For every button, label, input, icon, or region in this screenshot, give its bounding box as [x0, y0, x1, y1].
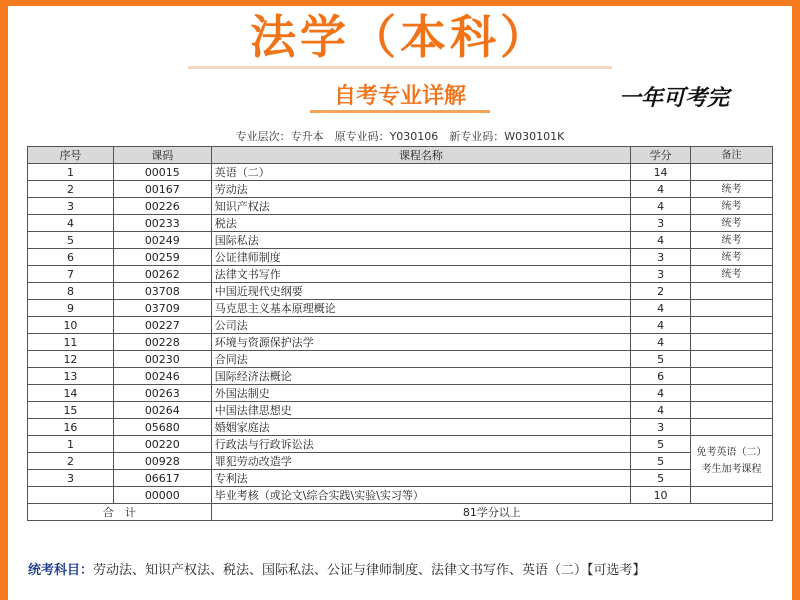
table-row-thesis	[28, 487, 773, 504]
cell-seq: 4	[28, 215, 114, 232]
cell-code: 00000	[113, 487, 211, 504]
cell-note: 统考	[691, 181, 773, 198]
left-border	[0, 0, 8, 600]
cell-credit: 4	[631, 181, 691, 198]
cell-seq: 13	[28, 368, 114, 385]
total-label: 合 计	[28, 504, 212, 521]
duration-badge: 一年可考完	[618, 86, 729, 111]
column-header-note: 备注	[691, 147, 773, 164]
cell-code: 00263	[113, 385, 211, 402]
cell-seq: 10	[28, 317, 114, 334]
cell-code: 00249	[113, 232, 211, 249]
cell-seq: 8	[28, 283, 114, 300]
table-header-row	[28, 147, 773, 164]
cell-course-name: 法律文书写作	[211, 266, 630, 283]
table-row	[28, 385, 773, 402]
cell-seq: 1	[28, 436, 114, 453]
cell-note	[691, 164, 773, 181]
cell-credit: 4	[631, 334, 691, 351]
cell-seq: 1	[28, 164, 114, 181]
cell-seq: 2	[28, 453, 114, 470]
cell-seq	[28, 487, 114, 504]
cell-seq: 11	[28, 334, 114, 351]
cell-credit: 3	[631, 215, 691, 232]
cell-credit: 3	[631, 419, 691, 436]
right-border	[792, 0, 800, 600]
cell-seq: 3	[28, 470, 114, 487]
cell-credit: 4	[631, 317, 691, 334]
cell-course-name: 环境与资源保护法学	[211, 334, 630, 351]
table-row-extra	[28, 436, 773, 453]
table-row	[28, 317, 773, 334]
title-divider	[188, 66, 612, 69]
table-row	[28, 215, 773, 232]
column-header-credit: 学分	[631, 147, 691, 164]
cell-seq: 14	[28, 385, 114, 402]
table-row	[28, 402, 773, 419]
cell-note	[691, 402, 773, 419]
table-row	[28, 334, 773, 351]
table-row	[28, 300, 773, 317]
cell-course-name: 劳动法	[211, 181, 630, 198]
cell-seq: 3	[28, 198, 114, 215]
footer-label: 统考科目：	[28, 563, 94, 578]
table-row	[28, 232, 773, 249]
table-row-extra	[28, 470, 773, 487]
cell-credit: 4	[631, 300, 691, 317]
cell-code: 00167	[113, 181, 211, 198]
table-row-total	[28, 504, 773, 521]
cell-credit: 10	[631, 487, 691, 504]
cell-credit: 5	[631, 436, 691, 453]
cell-note	[691, 368, 773, 385]
subtitle-underline	[310, 110, 490, 113]
table-row	[28, 419, 773, 436]
cell-seq: 5	[28, 232, 114, 249]
cell-credit: 4	[631, 232, 691, 249]
table-row	[28, 164, 773, 181]
cell-course-name: 婚姻家庭法	[211, 419, 630, 436]
cell-course-name: 行政法与行政诉讼法	[211, 436, 630, 453]
cell-code: 00220	[113, 436, 211, 453]
page-title: 法学（本科）	[250, 10, 550, 64]
cell-seq: 16	[28, 419, 114, 436]
table-row	[28, 249, 773, 266]
subtitle: 自考专业详解	[333, 84, 466, 109]
cell-note	[691, 334, 773, 351]
program-meta: 专业层次：专升本 原专业码：Y030106 新专业码：W030101K	[235, 130, 565, 143]
table-row	[28, 283, 773, 300]
total-value: 81学分以上	[211, 504, 772, 521]
cell-note: 统考	[691, 215, 773, 232]
cell-course-name: 公司法	[211, 317, 630, 334]
cell-course-name: 中国法律思想史	[211, 402, 630, 419]
cell-credit: 4	[631, 385, 691, 402]
cell-credit: 5	[631, 453, 691, 470]
cell-note: 统考	[691, 198, 773, 215]
cell-note	[691, 487, 773, 504]
cell-credit: 6	[631, 368, 691, 385]
table-row	[28, 266, 773, 283]
cell-course-name: 毕业考核（或论文\综合实践\实验\实习等）	[211, 487, 630, 504]
cell-note	[691, 385, 773, 402]
cell-course-name: 外国法制史	[211, 385, 630, 402]
cell-code: 00259	[113, 249, 211, 266]
cell-credit: 14	[631, 164, 691, 181]
cell-extra-note: 免考英语（二）考生加考课程	[691, 436, 773, 487]
cell-seq: 2	[28, 181, 114, 198]
cell-credit: 5	[631, 351, 691, 368]
cell-code: 00226	[113, 198, 211, 215]
cell-seq: 15	[28, 402, 114, 419]
course-table-body	[28, 164, 773, 521]
cell-course-name: 国际经济法概论	[211, 368, 630, 385]
cell-credit: 4	[631, 402, 691, 419]
cell-code: 00928	[113, 453, 211, 470]
cell-course-name: 专利法	[211, 470, 630, 487]
column-header-code: 课码	[113, 147, 211, 164]
cell-note	[691, 283, 773, 300]
cell-note: 统考	[691, 232, 773, 249]
cell-code: 00228	[113, 334, 211, 351]
cell-note	[691, 300, 773, 317]
cell-code: 03709	[113, 300, 211, 317]
cell-code: 00227	[113, 317, 211, 334]
cell-seq: 9	[28, 300, 114, 317]
column-header-seq: 序号	[28, 147, 114, 164]
column-header-name: 课程名称	[211, 147, 630, 164]
cell-seq: 6	[28, 249, 114, 266]
cell-note	[691, 351, 773, 368]
top-border	[0, 0, 800, 6]
cell-credit: 3	[631, 266, 691, 283]
cell-note	[691, 317, 773, 334]
cell-note: 统考	[691, 266, 773, 283]
cell-seq: 7	[28, 266, 114, 283]
cell-course-name: 税法	[211, 215, 630, 232]
cell-code: 00233	[113, 215, 211, 232]
cell-credit: 3	[631, 249, 691, 266]
cell-code: 03708	[113, 283, 211, 300]
cell-code: 00230	[113, 351, 211, 368]
cell-course-name: 合同法	[211, 351, 630, 368]
cell-code: 06617	[113, 470, 211, 487]
table-row	[28, 198, 773, 215]
cell-code: 05680	[113, 419, 211, 436]
unified-exam-note	[28, 562, 772, 579]
cell-code: 00262	[113, 266, 211, 283]
table-row	[28, 351, 773, 368]
cell-course-name: 公证律师制度	[211, 249, 630, 266]
course-table	[27, 146, 773, 521]
cell-seq: 12	[28, 351, 114, 368]
footer-text: 劳动法、知识产权法、税法、国际私法、公证与律师制度、法律文书写作、英语（二）【可选考】	[93, 563, 646, 578]
cell-note: 统考	[691, 249, 773, 266]
cell-code: 00264	[113, 402, 211, 419]
table-row-extra	[28, 453, 773, 470]
cell-course-name: 国际私法	[211, 232, 630, 249]
table-row	[28, 181, 773, 198]
cell-code: 00015	[113, 164, 211, 181]
table-row	[28, 368, 773, 385]
cell-course-name: 中国近现代史纲要	[211, 283, 630, 300]
cell-credit: 5	[631, 470, 691, 487]
cell-credit: 4	[631, 198, 691, 215]
cell-note	[691, 419, 773, 436]
cell-course-name: 罪犯劳动改造学	[211, 453, 630, 470]
cell-credit: 2	[631, 283, 691, 300]
cell-code: 00246	[113, 368, 211, 385]
cell-course-name: 马克思主义基本原理概论	[211, 300, 630, 317]
cell-course-name: 英语（二）	[211, 164, 630, 181]
cell-course-name: 知识产权法	[211, 198, 630, 215]
